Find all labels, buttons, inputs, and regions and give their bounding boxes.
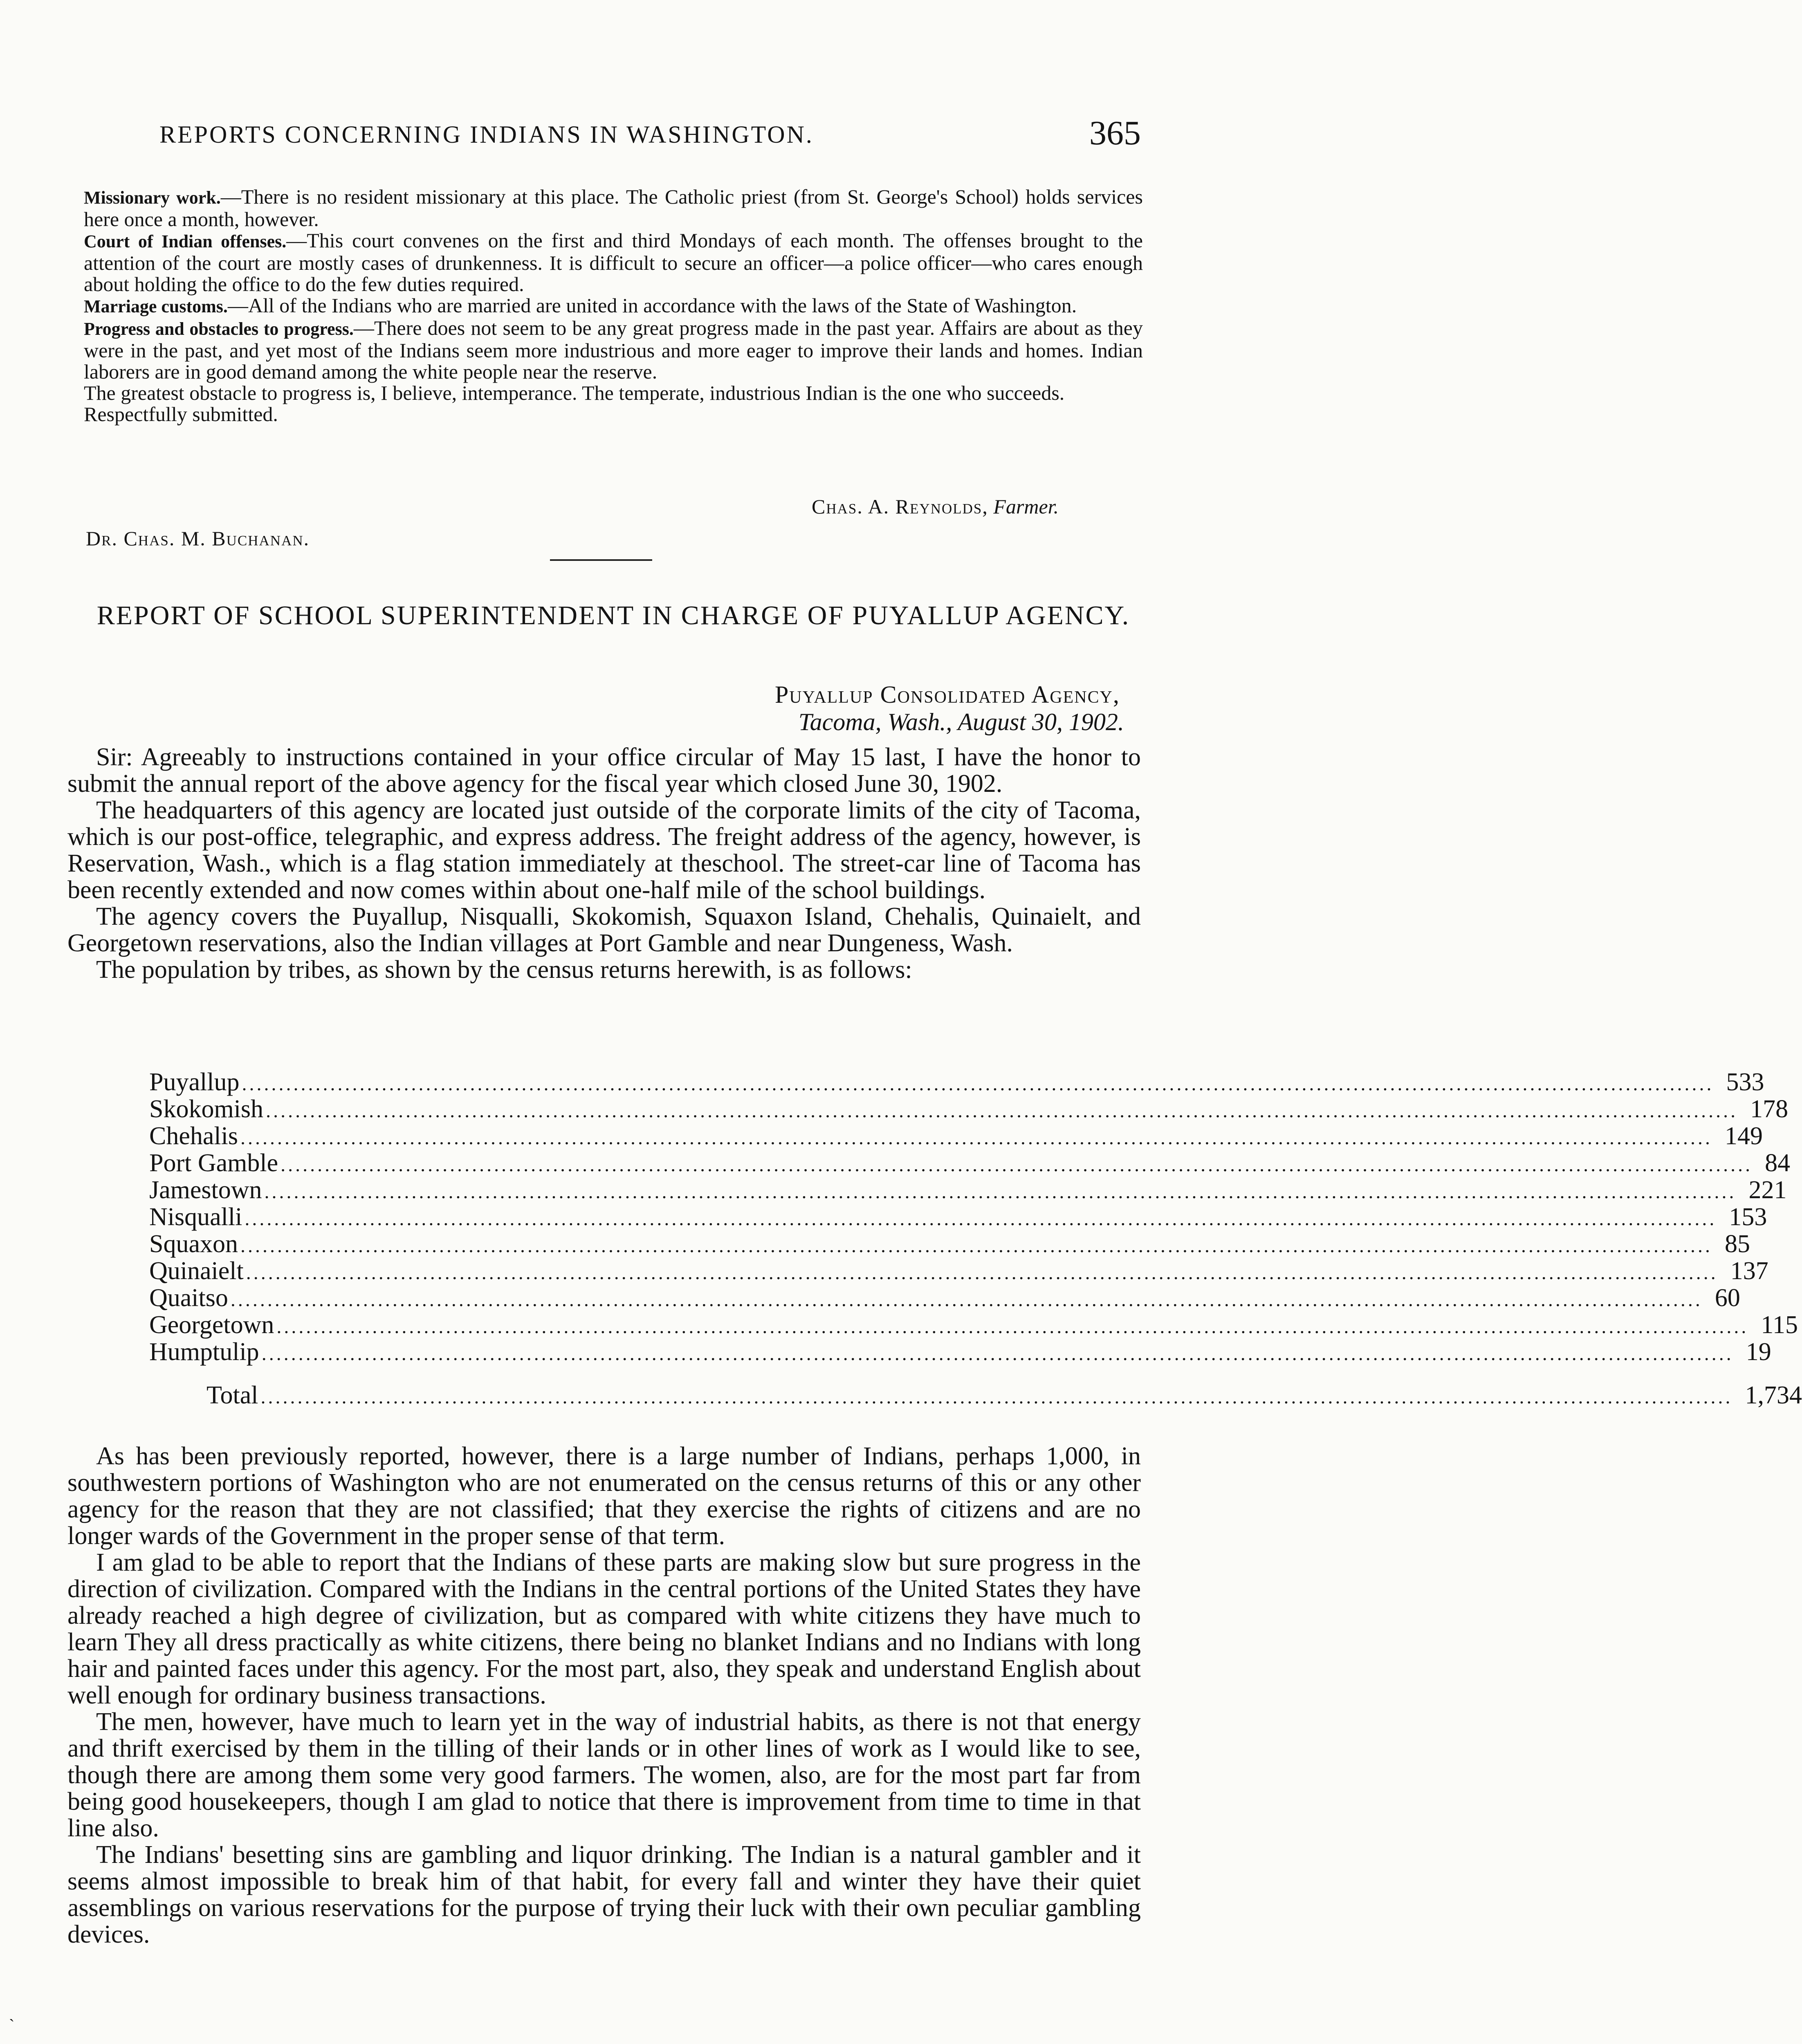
tribe-count: 115 bbox=[1761, 1311, 1798, 1339]
leader-dots: ........................................................................................................................................................................................................ bbox=[246, 1262, 1718, 1284]
tribe-name: Squaxon bbox=[149, 1230, 238, 1258]
paragraph-text: —All of the Indians who are married are united in accordance with the laws of the State of Washington. bbox=[227, 294, 1077, 317]
school-report-intro bbox=[67, 744, 1141, 983]
tribe-count: 84 bbox=[1765, 1149, 1791, 1177]
leader-dots: ........................................................................................................................................................................................................ bbox=[260, 1386, 1733, 1408]
table-row bbox=[149, 1311, 1798, 1339]
paragraph-population-intro: The population by tribes, as shown by the census returns herewith, is as follows: bbox=[96, 956, 912, 984]
page-number: 365 bbox=[1089, 114, 1141, 152]
total-value: 1,734 bbox=[1745, 1381, 1802, 1409]
paragraph-greatest-obstacle bbox=[84, 382, 1143, 403]
tribe-name: Georgetown bbox=[149, 1311, 274, 1339]
closing-line: Respectfully submitted. bbox=[84, 403, 278, 426]
tribe-name: Nisqualli bbox=[149, 1203, 242, 1231]
report-title: REPORT OF SCHOOL SUPERINTENDENT IN CHARGE OF PUYALLUP AGENCY. bbox=[96, 601, 1130, 630]
paragraph-lead: Marriage customs. bbox=[84, 296, 228, 316]
tribe-count: 19 bbox=[1746, 1338, 1771, 1366]
tribe-count: 221 bbox=[1748, 1176, 1787, 1204]
leader-dots: ........................................................................................................................................................................................................ bbox=[230, 1289, 1703, 1311]
tribe-count: 137 bbox=[1730, 1257, 1768, 1285]
paragraph-agency-coverage: The agency covers the Puyallup, Nisqualli, Skokomish, Squaxon Island, Chehalis, Quinaielt, and Georgetown reservations, also the Indian villages at Port Gamble and near Dungeness, Wash. bbox=[67, 903, 1141, 957]
tribe-name: Quaitso bbox=[149, 1284, 228, 1312]
table-row bbox=[149, 1068, 1764, 1096]
tribe-name: Humptulip bbox=[149, 1338, 259, 1366]
running-title: REPORTS CONCERNING INDIANS IN WASHINGTON. bbox=[159, 121, 814, 148]
paragraph-text: —There is no resident missionary at this place. The Catholic priest (from St. George's School) holds services here once a month, however. bbox=[84, 185, 1143, 231]
table-row bbox=[149, 1257, 1768, 1285]
paragraph-text: —This court convenes on the first and third Mondays of each month. The offenses brought to the attention of the court are mostly cases of drunkenness. It is difficult to secure an officer—a police officer—who cares enough about holding the office to do the few duties required. bbox=[84, 229, 1143, 296]
table-row bbox=[149, 1338, 1771, 1366]
table-row bbox=[149, 1122, 1763, 1150]
leader-dots: ........................................................................................................................................................................................................ bbox=[276, 1316, 1749, 1338]
leader-dots: ........................................................................................................................................................................................................ bbox=[245, 1208, 1717, 1230]
leader-dots: ........................................................................................................................................................................................................ bbox=[266, 1100, 1738, 1122]
table-row bbox=[149, 1230, 1750, 1258]
paragraph-text: The greatest obstacle to progress is, I believe, intemperance. The temperate, industrious Indian is the one who succeeds. bbox=[84, 381, 1065, 404]
paragraph-unenumerated-indians: As has been previously reported, however, there is a large number of Indians, perhaps 1,000, in southwestern portions of Washington who are not enumerated on the census returns of this or any other agency for the reason that they are not classified; that they exercise the rights of citizens and are no longer wards of the Government in the proper sense of that term. bbox=[67, 1442, 1141, 1550]
paragraph-lead: Court of Indian offenses. bbox=[84, 231, 287, 251]
leader-dots: ........................................................................................................................................................................................................ bbox=[261, 1343, 1734, 1365]
place-date: Tacoma, Wash., August 30, 1902. bbox=[798, 708, 1124, 735]
population-table bbox=[149, 1068, 1802, 1409]
farmer-report-body bbox=[84, 186, 1143, 425]
addressee: Dr. Chas. M. Buchanan. bbox=[86, 527, 310, 550]
tribe-name: Port Gamble bbox=[149, 1149, 278, 1177]
paragraph-marriage-customs bbox=[84, 295, 1143, 317]
table-row bbox=[149, 1284, 1740, 1312]
school-report-body bbox=[67, 1443, 1141, 1948]
running-header bbox=[159, 114, 1141, 153]
leader-dots: ........................................................................................................................................................................................................ bbox=[240, 1235, 1712, 1257]
signature-line bbox=[812, 495, 1059, 518]
paragraph-text: —There does not seem to be any great progress made in the past year. Affairs are about as they were in the past, and yet most of the Indians seem more industrious and more eager to improve their lands and homes. Indian laborers are in good demand among the white people near the reserve. bbox=[84, 316, 1143, 383]
tribe-name: Puyallup bbox=[149, 1068, 240, 1096]
signer-name: Chas. A. Reynolds, bbox=[812, 495, 988, 518]
paragraph-industrial-habits: The men, however, have much to learn yet in the way of industrial habits, as there is not that energy and thrift exercised by them in the tilling of their lands or in other lines of work as I would like to see, though there are among them some very good farmers. The women, also, are for the most part far from being good housekeepers, though I am glad to notice that there is improvement from time to time in that line also. bbox=[67, 1708, 1141, 1842]
paragraph-civilization-progress: I am glad to be able to report that the Indians of these parts are making slow but sure progress in the direction of civilization. Compared with the Indians in the central portions of the United States they have already reached a high degree of civilization, but as compared with white citizens they have much to learn They all dress practically as white citizens, there being no blanket Indians and no Indians with long hair and painted faces under this agency. For the most part, also, they speak and understand English about well enough for ordinary business transactions. bbox=[67, 1549, 1141, 1709]
paragraph-court-of-indian-offenses bbox=[84, 230, 1143, 295]
signer-title: Farmer. bbox=[993, 495, 1059, 518]
leader-dots: ........................................................................................................................................................................................................ bbox=[281, 1154, 1753, 1176]
paragraph-lead: Progress and obstacles to progress. bbox=[84, 319, 354, 339]
agency-name: Puyallup Consolidated Agency, bbox=[774, 681, 1120, 708]
tribe-name: Jamestown bbox=[149, 1176, 262, 1204]
table-row bbox=[149, 1095, 1789, 1123]
tribe-name: Skokomish bbox=[149, 1095, 264, 1123]
tribe-count: 85 bbox=[1725, 1230, 1750, 1258]
table-row bbox=[149, 1149, 1791, 1177]
leader-dots: ........................................................................................................................................................................................................ bbox=[242, 1073, 1714, 1095]
tribe-count: 533 bbox=[1726, 1068, 1764, 1096]
tribe-count: 149 bbox=[1724, 1122, 1763, 1150]
leader-dots: ........................................................................................................................................................................................................ bbox=[264, 1181, 1737, 1203]
tribe-name: Chehalis bbox=[149, 1122, 238, 1150]
leader-dots: ........................................................................................................................................................................................................ bbox=[240, 1127, 1712, 1149]
table-row bbox=[149, 1203, 1767, 1231]
tribe-count: 60 bbox=[1714, 1284, 1740, 1312]
total-label: Total bbox=[206, 1381, 258, 1409]
paragraph-headquarters: The headquarters of this agency are located just outside of the corporate limits of the city of Tacoma, which is our post-office, telegraphic, and express address. The freight address of the agency, however, is Reservation, Wash., which is a flag station immediately at theschool. The street-car line of Tacoma has been recently extended and now comes within about one-half mile of the school buildings. bbox=[67, 796, 1141, 904]
section-divider bbox=[550, 559, 652, 561]
margin-mark: ` bbox=[9, 2016, 15, 2034]
paragraph-missionary-work bbox=[84, 186, 1143, 230]
tribe-count: 178 bbox=[1750, 1095, 1789, 1123]
table-row bbox=[149, 1176, 1787, 1204]
paragraph-besetting-sins: The Indians' besetting sins are gambling and liquor drinking. The Indian is a natural gambler and it seems almost impossible to break him of that habit, for every fall and winter they have their quiet assemblings on various reservations for the purpose of trying their luck with their own peculiar gambling devices. bbox=[67, 1841, 1141, 1948]
tribe-name: Quinaielt bbox=[149, 1257, 244, 1285]
paragraph-lead: Missionary work. bbox=[84, 188, 221, 208]
total-row bbox=[206, 1381, 1802, 1409]
paragraph-salutation: Sir: Agreeably to instructions contained in your office circular of May 15 last, I have the honor to submit the annual report of the above agency for the fiscal year which closed June 30, 1902. bbox=[67, 743, 1141, 798]
tribe-count: 153 bbox=[1729, 1203, 1767, 1231]
paragraph-progress bbox=[84, 317, 1143, 382]
